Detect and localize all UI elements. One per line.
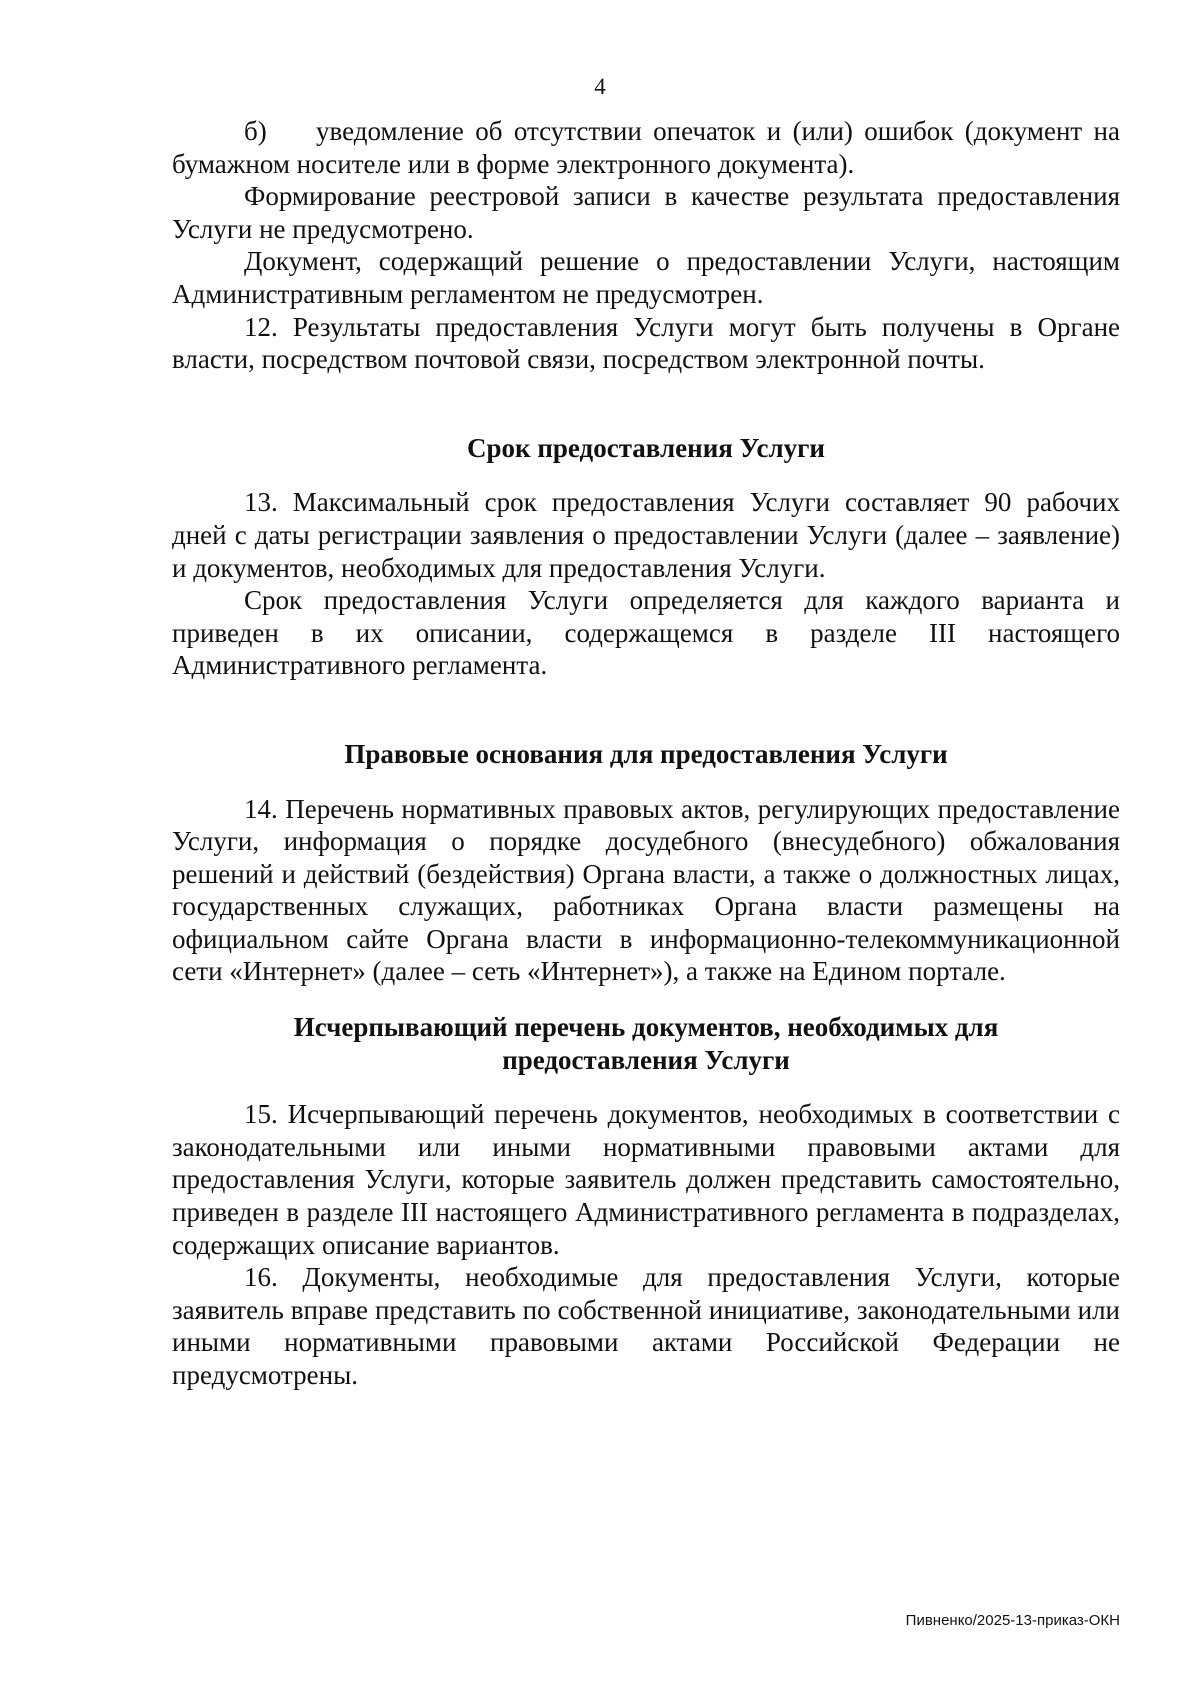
paragraph-14: 14. Перечень нормативных правовых актов, регулирующих предоставление Услуги, информация о порядке досудебного (внесудебного) обжалования решений и действий (бездействия) Органа власти, а также о должностных лицах, государственных служащих, работниках Органа власти размещены на официальном сайте Органа власти в информационно-телекоммуникационной сети «Интернет» (далее – сеть «Интернет»), а также на Едином портале. <box>172 793 1120 987</box>
section-heading-term: Срок предоставления Услуги <box>467 432 825 463</box>
document-body <box>172 115 1120 1392</box>
section-heading-documents-line2: предоставления Услуги <box>502 1044 790 1075</box>
spacer <box>172 988 1120 1011</box>
paragraph-13: 13. Максимальный срок предоставления Услуги составляет 90 рабочих дней с даты регистрации заявления о предоставлении Услуги (далее – заявление) и документов, необходимых для предоставления Услуги. <box>172 487 1120 583</box>
spacer <box>172 1076 1120 1098</box>
list-item-marker: б) <box>244 116 267 146</box>
paragraph-12: 12. Результаты предоставления Услуги могут быть получены в Органе власти, посредством почтовой связи, посредством электронной почты. <box>172 311 1120 375</box>
spacer <box>172 682 1120 738</box>
paragraph-decision-document: Документ, содержащий решение о предоставлении Услуги, настоящим Административным регламентом не предусмотрен. <box>172 246 1120 309</box>
list-item-b <box>172 115 1120 180</box>
footer-document-id: Пивненко/2025-13-приказ-ОКН <box>905 1612 1120 1629</box>
paragraph-13-variant-term: Срок предоставления Услуги определяется для каждого варианта и приведен в их описании, содержащемся в разделе III настоящего Административного регламента. <box>172 585 1120 681</box>
paragraph-16: 16. Документы, необходимые для предоставления Услуги, которые заявитель вправе представить по собственной инициативе, законодательными или иными нормативными правовыми актами Российской Федерации не предусмотрены. <box>172 1262 1120 1390</box>
section-heading-documents-line1: Исчерпывающий перечень документов, необходимых для <box>293 1012 999 1043</box>
section-heading-documents <box>172 1011 1120 1076</box>
spacer <box>172 771 1120 793</box>
paragraph-15: 15. Исчерпывающий перечень документов, необходимых в соответствии с законодательными или иными нормативными правовыми актами для предоставления Услуги, которые заявитель должен представить самостоятельно, приведен в разделе III настоящего Административного регламента в подразделах, содержащих описание вариантов. <box>172 1099 1120 1260</box>
section-heading-legal-basis: Правовые основания для предоставления Услуги <box>344 738 948 769</box>
spacer <box>172 376 1120 432</box>
spacer <box>172 464 1120 486</box>
list-item-text: уведомление об отсутствии опечаток и (или) ошибок (документ на бумажном носителе или в форме электронного документа). <box>172 116 1120 179</box>
page-number: 4 <box>594 74 606 99</box>
paragraph-registry-record: Формирование реестровой записи в качестве результата предоставления Услуги не предусмотрено. <box>172 181 1120 244</box>
